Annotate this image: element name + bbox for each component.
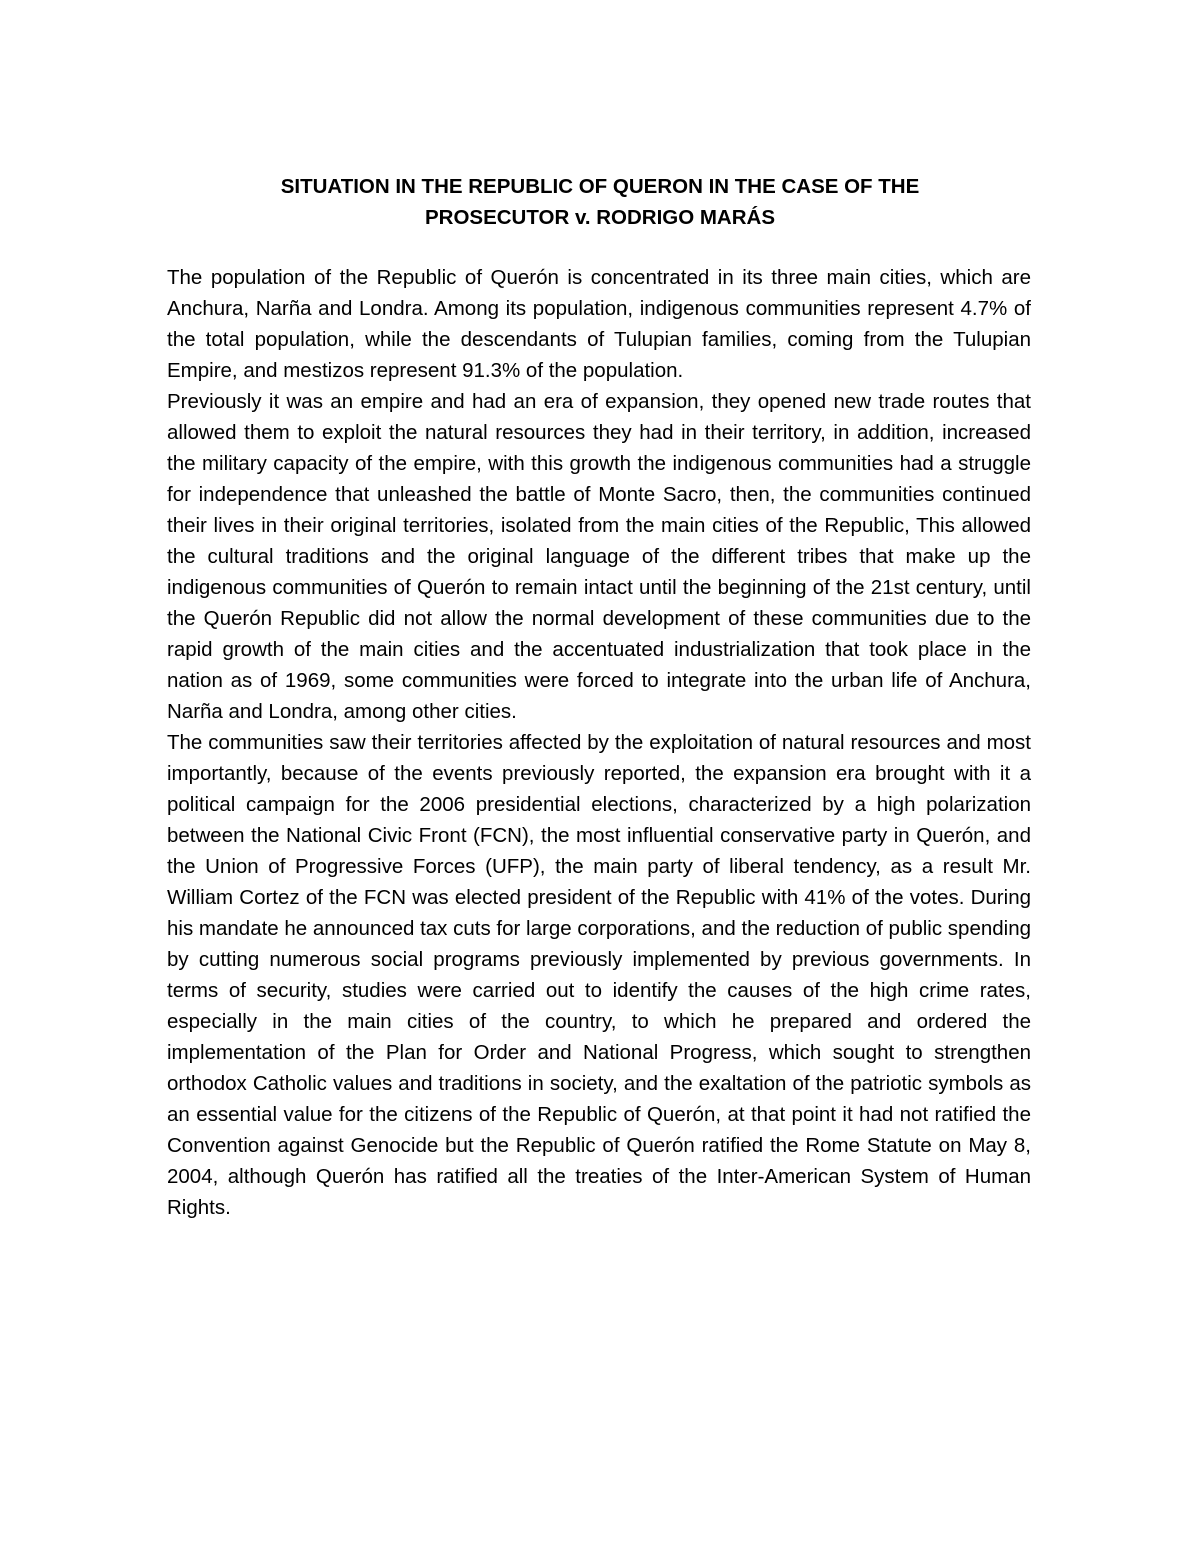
paragraph-politics: The communities saw their territories affected by the exploitation of natural resources and most importantly, because of the events previously reported, the expansion era brought with it a political campaign for the 2006 presidential elections, characterized by a high polarization between the National Civic Front (FCN), the most influential conservative party in Querón, and the Union of Progressive Forces (UFP), the main party of liberal tendency, as a result Mr. William Cortez of the FCN was elected president of the Republic with 41% of the votes. During his mandate he announced tax cuts for large corporations, and the reduction of public spending by cutting numerous social programs previously implemented by previous governments. In terms of security, studies were carried out to identify the causes of the high crime rates, especially in the main cities of the country, to which he prepared and ordered the implementation of the Plan for Order and National Progress, which sought to strengthen orthodox Catholic values and traditions in society, and the exaltation of the patriotic symbols as an essential value for the citizens of the Republic of Querón, at that point it had not ratified the Convention against Genocide but the Republic of Querón ratified the Rome Statute on May 8, 2004, although Querón has ratified all the treaties of the Inter-American System of Human Rights. [167,731,1031,1219]
title-line-2: PROSECUTOR v. RODRIGO MARÁS [424,206,776,229]
paragraph-population: The population of the Republic of Querón is concentrated in its three main cities, which are Anchura, Narña and Londra. Among its population, indigenous communities represent 4.7% of the total population, while the descendants of Tulupian families, coming from the Tulupian Empire, and mestizos represent 91.3% of the population. [167,266,1031,382]
document-title [200,171,1000,233]
document-body [167,262,1031,1223]
paragraph-history: Previously it was an empire and had an era of expansion, they opened new trade routes that allowed them to exploit the natural resources they had in their territory, in addition, increased the military capacity of the empire, with this growth the indigenous communities had a struggle for independence that unleashed the battle of Monte Sacro, then, the communities continued their lives in their original territories, isolated from the main cities of the Republic, This allowed the cultural traditions and the original language of the different tribes that make up the indigenous communities of Querón to remain intact until the beginning of the 21st century, until the Querón Republic did not allow the normal development of these communities due to the rapid growth of the main cities and the accentuated industrialization that took place in the nation as of 1969, some communities were forced to integrate into the urban life of Anchura, Narña and Londra, among other cities. [167,390,1031,723]
title-line-1: SITUATION IN THE REPUBLIC OF QUERON IN THE CASE OF THE [280,175,920,198]
